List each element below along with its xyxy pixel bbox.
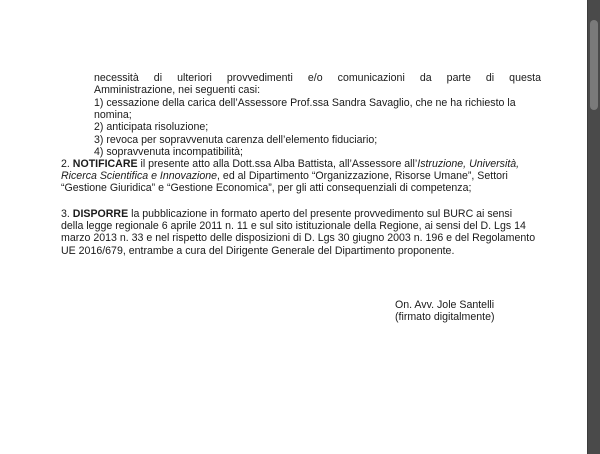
item-3-number: 3. bbox=[61, 208, 70, 220]
item-2-keyword: NOTIFICARE bbox=[72, 158, 138, 170]
item-3-line-2: della legge regionale 6 aprile 2011 n. 11 e sul sito istituzionale della Regione, ai sensi del D. Lgs 14 bbox=[61, 220, 526, 233]
intro-paragraph bbox=[94, 72, 541, 96]
case-4: 4) sopravvenuta incompatibilità; bbox=[94, 145, 243, 158]
item-2-line-2-italic: Ricerca Scientifica e Innovazione bbox=[61, 170, 218, 183]
item-3-line-4: UE 2016/679, entrambe a cura del Dirigente Generale del Dipartimento proponente. bbox=[61, 244, 455, 257]
case-1-line-1: 1) cessazione della carica dell’Assessore Prof.ssa Sandra Savaglio, che ne ha richiesto la bbox=[94, 97, 516, 109]
cases-list bbox=[94, 97, 541, 158]
item-2-line-1-text: il presente atto alla Dott.ssa Alba Battista, all’Assessore all’ bbox=[137, 158, 418, 170]
item-2-notificare bbox=[61, 158, 541, 195]
item-3-disporre bbox=[61, 208, 541, 257]
signature-name: On. Avv. Jole Santelli bbox=[395, 299, 495, 311]
signature-block bbox=[395, 299, 495, 323]
case-3: 3) revoca per sopravvenuta carenza dell’elemento fiduciario; bbox=[94, 133, 378, 146]
item-2-line-2-text: , ed al Dipartimento “Organizzazione, Risorse Umane”, Settori bbox=[217, 170, 508, 183]
item-3-line-1 bbox=[61, 208, 541, 220]
vertical-scrollbar[interactable] bbox=[588, 0, 600, 454]
scrollbar-thumb[interactable] bbox=[590, 20, 598, 110]
item-3-line-1-text: la pubblicazione in formato aperto del presente provvedimento sul BURC ai sensi bbox=[128, 208, 513, 220]
item-3-keyword: DISPORRE bbox=[72, 208, 129, 220]
case-1-line-2: nomina; bbox=[94, 109, 132, 122]
item-2-line-1-italic: Istruzione, Università, bbox=[417, 158, 520, 170]
item-3-line-3: marzo 2013 n. 33 e nel rispetto delle disposizioni di D. Lgs 30 giugno 2003 n. 196 e del Regolamento bbox=[61, 232, 536, 245]
case-2: 2) anticipata risoluzione; bbox=[94, 121, 209, 134]
intro-line-1: necessità di ulteriori provvedimenti e/o comunicazioni da parte di questa bbox=[94, 72, 541, 84]
item-2-line-3: “Gestione Giuridica” e “Gestione Economica”, per gli atti consequenziali di competenza; bbox=[61, 182, 472, 195]
item-2-number: 2. bbox=[61, 158, 70, 170]
signature-note: (firmato digitalmente) bbox=[395, 311, 495, 324]
item-2-line-1 bbox=[61, 158, 541, 170]
item-2-line-2 bbox=[61, 170, 541, 182]
intro-line-2: Amministrazione, nei seguenti casi: bbox=[94, 84, 261, 97]
